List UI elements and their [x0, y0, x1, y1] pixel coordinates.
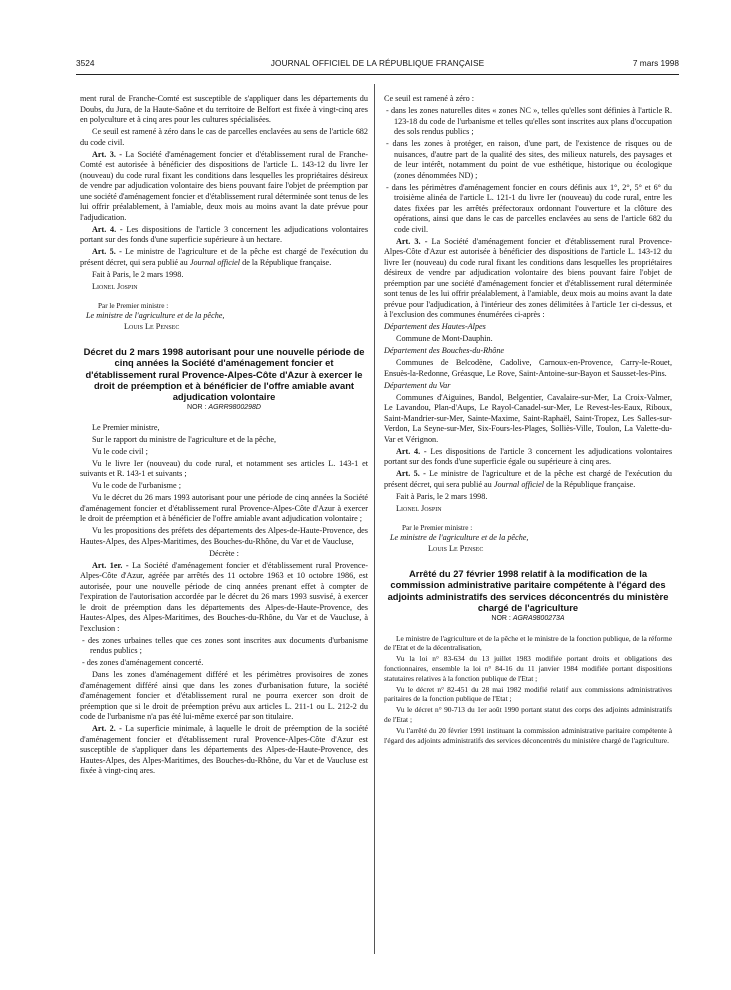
article-4: Art. 4. - Les dispositions de l'article 3 concernent les adjudications volontaires portant sur des fonds d'une superficie égale ou supérieure à cinq ares.: [384, 446, 673, 466]
department-heading: Département des Hautes-Alpes: [384, 322, 486, 331]
paragraph: Vu la loi n° 83-634 du 13 juillet 1983 modifiée portant droits et obligations des fonctionnaires, ensemble la loi n° 84-16 du 11 janvier 1984 modifiée portant dispositions statutaires relatives à la fonction publique de l'Etat ;: [384, 654, 672, 683]
article-1: Art. 1er. - La Société d'aménagement foncier et d'établissement rural Provence-Alpes-Côte d'Azur, agréée par arrêtés des 11 octobre 1963 et 10 octobre 1986, est autorisée, pour une nouvelle période de cinq années prenant effet à compter de l'expiration de l'autorisation accordée par le décret du 26 mars 1993 susvisé, à exercer le droit de préemption dans les départements des Alpes-de-Haute-Provence, des Hautes-Alpes, des Alpes-Maritimes, des Bouches-du-Rhône, du Var et de Vaucluse, à l'exclusion :: [80, 560, 369, 633]
article-5: Art. 5. - Le ministre de l'agriculture et de la pêche est chargé de l'exécution du présent décret, qui sera publié au Journal officiel de la République française.: [80, 247, 369, 267]
article-3: Art. 3. - La Société d'aménagement foncier et d'établissement rural de Franche-Comté est autorisée à bénéficier des dispositions de l'article L. 143-12 du livre Ier (nouveau) du code rural fixant les conditions dans lesquelles les propriétaires désireux de vendre par adjudication volontaire des biens pouvant faire l'objet de préemption par une société d'aménagement foncier et d'établissement rural déterminée sont tenus de les lui offrir préalablement, à l'amiable, deux mois au moins avant la date prévue pour l'adjudication.: [80, 149, 368, 222]
minister-name: Louis Le Pensec: [124, 321, 180, 331]
fait-a-paris: Fait à Paris, le 2 mars 1998.: [396, 491, 488, 501]
issue-date: 7 mars 1998: [632, 58, 679, 68]
paragraph: Vu le décret du 26 mars 1993 autorisant pour une période de cinq années la Société d'aménagement foncier et d'établissement rural Provence-Alpes-Côte d'Azur à exercer le droit de préemption et à bénéficier de l'offre amiable avant adjudication volontaire ;: [80, 493, 368, 524]
minister-name: Louis Le Pensec: [428, 543, 484, 553]
paragraph: Ce seuil est ramené à zéro dans le cas de parcelles enclavées au sens de l'article 682 du code civil.: [80, 127, 368, 147]
signature-jospin: Lionel Jospin: [396, 504, 442, 513]
right-column: [384, 94, 672, 747]
list-item: - dans les zones naturelles dites « zones NC », telles qu'elles sont définies à l'article R. 123-18 du code de l'urbanisme et telles qu'elles sont inscrites aux plans d'occupation des sols rendus publics ;: [386, 106, 672, 136]
signature-jospin: Lionel Jospin: [92, 282, 138, 291]
paragraph: Vu le code de l'urbanisme ;: [92, 481, 181, 491]
column-divider: [374, 84, 375, 954]
article-5: Art. 5. - Le ministre de l'agriculture et de la pêche est chargé de l'exécution du présent décret, qui sera publié au Journal officiel de la République française.: [384, 469, 673, 489]
paragraph: Communes d'Aiguines, Bandol, Belgentier, Cavalaire-sur-Mer, La Croix-Valmer, Le Lavandou, Plan-d'Aups, Le Rayol-Canadel-sur-Mer, Le Revest-les-Eaux, Riboux, Saint-Mandrier-sur-Mer, Sainte-Maxime, Saint-Raphaël, Saint-Tropez, Les Salles-sur-Verdon, La Seyne-sur-Mer, Six-Fours-les-Plages, Solliès-Ville, Toulon, La Valette-du-Var et Vérignon.: [384, 392, 672, 444]
list-item: - des zones urbaines telles que ces zones sont inscrites aux documents d'urbanisme rendus publics ;: [82, 635, 368, 656]
paragraph: Vu l'arrêté du 20 février 1991 instituant la commission administrative paritaire compétente à l'égard des adjoints administratifs des services déconcentrés du ministère chargé de l'agriculture.: [384, 726, 672, 745]
list-item: - des zones d'aménagement concerté.: [82, 658, 204, 668]
decrete: Décrète :: [209, 548, 239, 558]
arrete-title: Arrêté du 27 février 1998 relatif à la modification de la commission administrative paritaire compétente à l'égard des adjoints administratifs des services déconcentrés du ministère chargé de l'agriculture: [387, 568, 669, 613]
fait-a-paris: Fait à Paris, le 2 mars 1998.: [92, 269, 184, 279]
paragraph: Dans les zones d'aménagement différé et les périmètres provisoires de zones d'aménagement différé ainsi que dans les zones d'urbanisation future, la société d'aménagement foncier et d'établissement rural ne pourra exercer son droit de préemption que si le droit de préemption prévu aux articles L. 211-1 ou L. 212-2 du code de l'urbanisme n'a pas été lui-même exercé par son titulaire.: [80, 670, 368, 722]
paragraph: Vu le décret n° 82-451 du 28 mai 1982 modifié relatif aux commissions administratives paritaires de la fonction publique de l'Etat ;: [384, 684, 672, 704]
list-item: - dans les périmètres d'aménagement foncier en cours définis aux 1°, 2°, 5° et 6° du troisième alinéa de l'article L. 121-1 du livre Ier (nouveau) du code rural, entre les dates fixées par les arrêtés préfectoraux ordonnant l'ouverture et la clôture des opérations, ainsi que dans le cas de parcelles enclavées au sens de l'article 682 du code civil.: [386, 182, 672, 234]
article-3: Art. 3. - La Société d'aménagement foncier et d'établissement rural Provence-Alpes-Côte d'Azur est autorisée à bénéficier des dispositions de l'article L. 143-12 du livre Ier (nouveau) du code rural fixant les conditions dans lesquelles les propriétaires désireux de vendre par adjudication volontaire des biens pouvant faire l'objet de préemption par une société d'aménagement foncier et d'établissement rural déterminée sont tenus de les lui offrir préalablement, à l'amiable, deux mois au moins avant la date prévue pour l'adjudication, à l'intérieur des zones délimitées à l'article 1er ci-dessus, et à l'exclusion des communes énumérées ci-après :: [384, 236, 672, 319]
paragraph: Le ministre de l'agriculture et de la pêche et le ministre de la fonction publique, de la réforme de l'Etat et de la décentralisation,: [384, 633, 672, 653]
paragraph: Sur le rapport du ministre de l'agriculture et de la pêche,: [92, 434, 277, 444]
page-number: 3524: [76, 58, 95, 68]
paragraph: Communes de Belcodène, Cadolive, Carnoux-en-Provence, Carry-le-Rouet, Ensuès-la-Redonne, Gréasque, Le Rove, Saint-Antoine-sur-Bayon et Sausset-les-Pins.: [384, 358, 672, 378]
paragraph: Vu le livre Ier (nouveau) du code rural, et notamment ses articles L. 143-1 et suivants et R. 143-1 et suivants ;: [80, 458, 368, 479]
paragraph: Vu le décret n° 90-713 du 1er août 1990 portant statut des corps des adjoints administratifs de l'Etat ;: [384, 705, 672, 724]
par-le-premier-ministre: Par le Premier ministre :: [402, 523, 473, 532]
minister-title: Le ministre de l'agriculture et de la pêche,: [86, 311, 225, 320]
paragraph: Le Premier ministre,: [92, 422, 160, 432]
decree-title: Décret du 2 mars 1998 autorisant pour une nouvelle période de cinq années la Société d'aménagement foncier et d'établissement rural Provence-Alpes-Côte d'Azur à exercer le droit de préemption et à bénéficier de l'offre amiable avant adjudication volontaire: [83, 346, 365, 403]
nor-reference: NOR : AGRA9800273A: [491, 615, 565, 623]
article-4: Art. 4. - Les dispositions de l'article 3 concernent les adjudications volontaires portant sur des fonds d'une superficie supérieure à un hectare.: [80, 224, 369, 244]
par-le-premier-ministre: Par le Premier ministre :: [98, 301, 169, 310]
article-2: Art. 2. - La superficie minimale, à laquelle le droit de préemption de la société d'aménagement foncier et d'établissement rural Provence-Alpes-Côte d'Azur est susceptible de s'appliquer dans les départements des Alpes-de-Haute-Provence, des Hautes-Alpes, des Alpes-Maritimes, des Bouches-du-Rhône, du Var et de Vaucluse est fixée à vingt-cinq ares.: [80, 724, 369, 776]
department-heading: Département des Bouches-du-Rhône: [384, 346, 505, 355]
left-column: [80, 94, 368, 778]
paragraph: Vu le code civil ;: [92, 446, 148, 456]
list-item: - dans les zones à protéger, en raison, d'une part, de l'existence de risques ou de nuisances, d'autre part de la qualité des sites, des milieux naturels, des paysages et de leur intérêt, notamment du point de vue esthétique, historique ou écologique (zones dénommées ND) ;: [386, 139, 672, 180]
header-rule: [76, 74, 679, 75]
page-header: [76, 58, 679, 72]
paragraph: Vu les propositions des préfets des départements des Alpes-de-Haute-Provence, des Hautes-Alpes, des Alpes-Maritimes, des Bouches-du-Rhône, du Var et de Vaucluse,: [80, 526, 368, 546]
paragraph: ment rural de Franche-Comté est susceptible de s'appliquer dans les départements du Doubs, du Jura, de la Haute-Saône et du territoire de Belfort est fixée à vingt-cinq ares en polyculture et à cinq ares pour les cultures spécialisées.: [80, 94, 368, 124]
paragraph: Ce seuil est ramené à zéro :: [384, 94, 475, 103]
department-heading: Département du Var: [384, 380, 451, 390]
nor-reference: NOR : AGRR9800298D: [187, 404, 261, 412]
minister-title: Le ministre de l'agriculture et de la pêche,: [390, 533, 529, 542]
journal-title: JOURNAL OFFICIEL DE LA RÉPUBLIQUE FRANÇAISE: [270, 58, 485, 68]
paragraph: Commune de Mont-Dauphin.: [396, 334, 493, 343]
